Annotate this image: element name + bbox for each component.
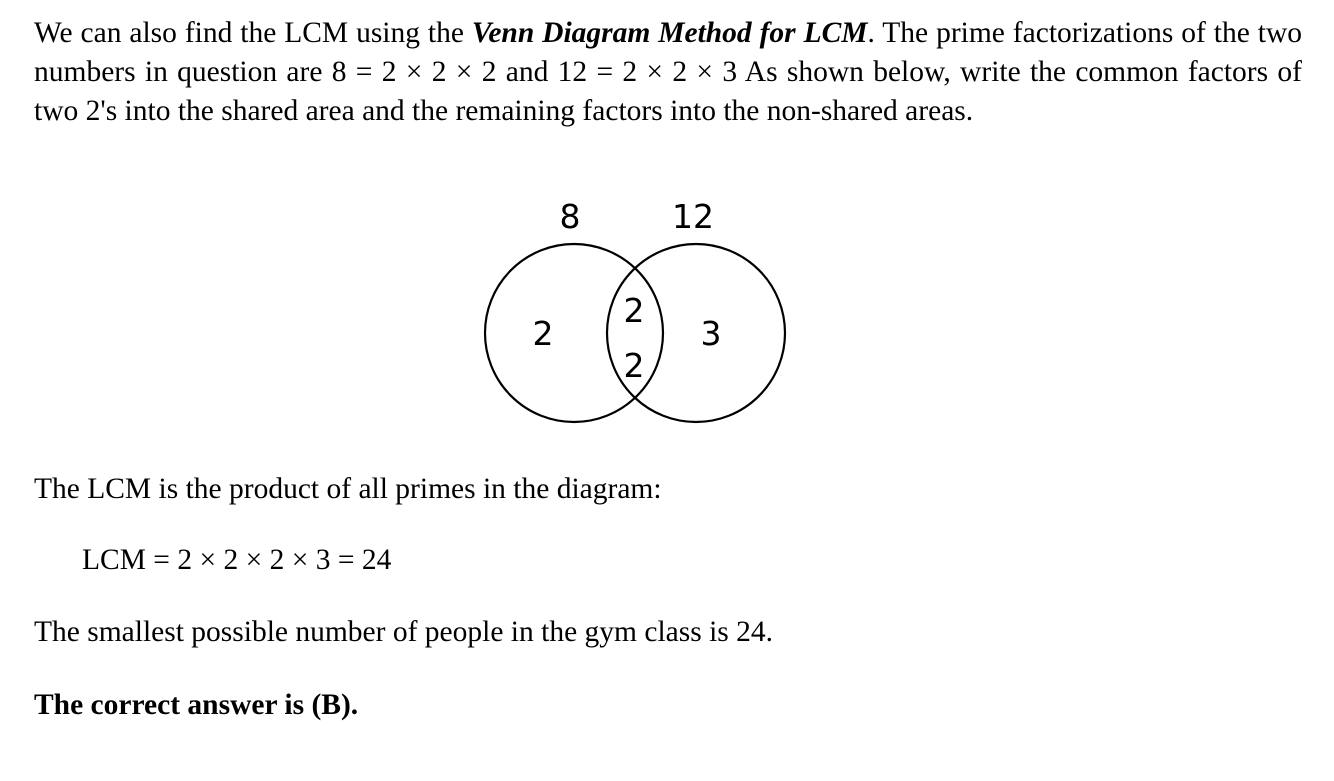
right-set-label: 12 — [672, 197, 714, 236]
lcm-equation: LCM = 2 × 2 × 2 × 3 = 24 — [82, 544, 392, 576]
left-set-label: 8 — [559, 197, 581, 236]
method-name: Venn Diagram Method for LCM — [471, 17, 868, 49]
shared-factor-top: 2 — [623, 291, 645, 330]
venn-diagram-svg — [470, 190, 800, 440]
left-only-factor: 2 — [532, 314, 554, 353]
shared-factor-bottom: 2 — [623, 346, 645, 385]
intro-text-rest: . The prime factorizations of the two numbers in question are 8 = 2 × 2 × 2 and 12 = 2 × 2 × 3 As shown below, write the common factors of two 2's into the shared area and the remaining factors into the non-shared areas. — [34, 17, 1302, 127]
correct-answer: The correct answer is (B). — [34, 689, 359, 721]
intro-text-start: We can also find the LCM using the — [34, 17, 472, 49]
conclusion: The smallest possible number of people in the gym class is 24. — [34, 616, 774, 648]
venn-diagram — [470, 190, 800, 440]
intro-paragraph — [34, 14, 1302, 131]
right-only-factor: 3 — [700, 314, 722, 353]
right-circle — [607, 244, 785, 422]
lcm-statement: The LCM is the product of all primes in the diagram: — [34, 473, 662, 505]
left-circle — [485, 244, 663, 422]
